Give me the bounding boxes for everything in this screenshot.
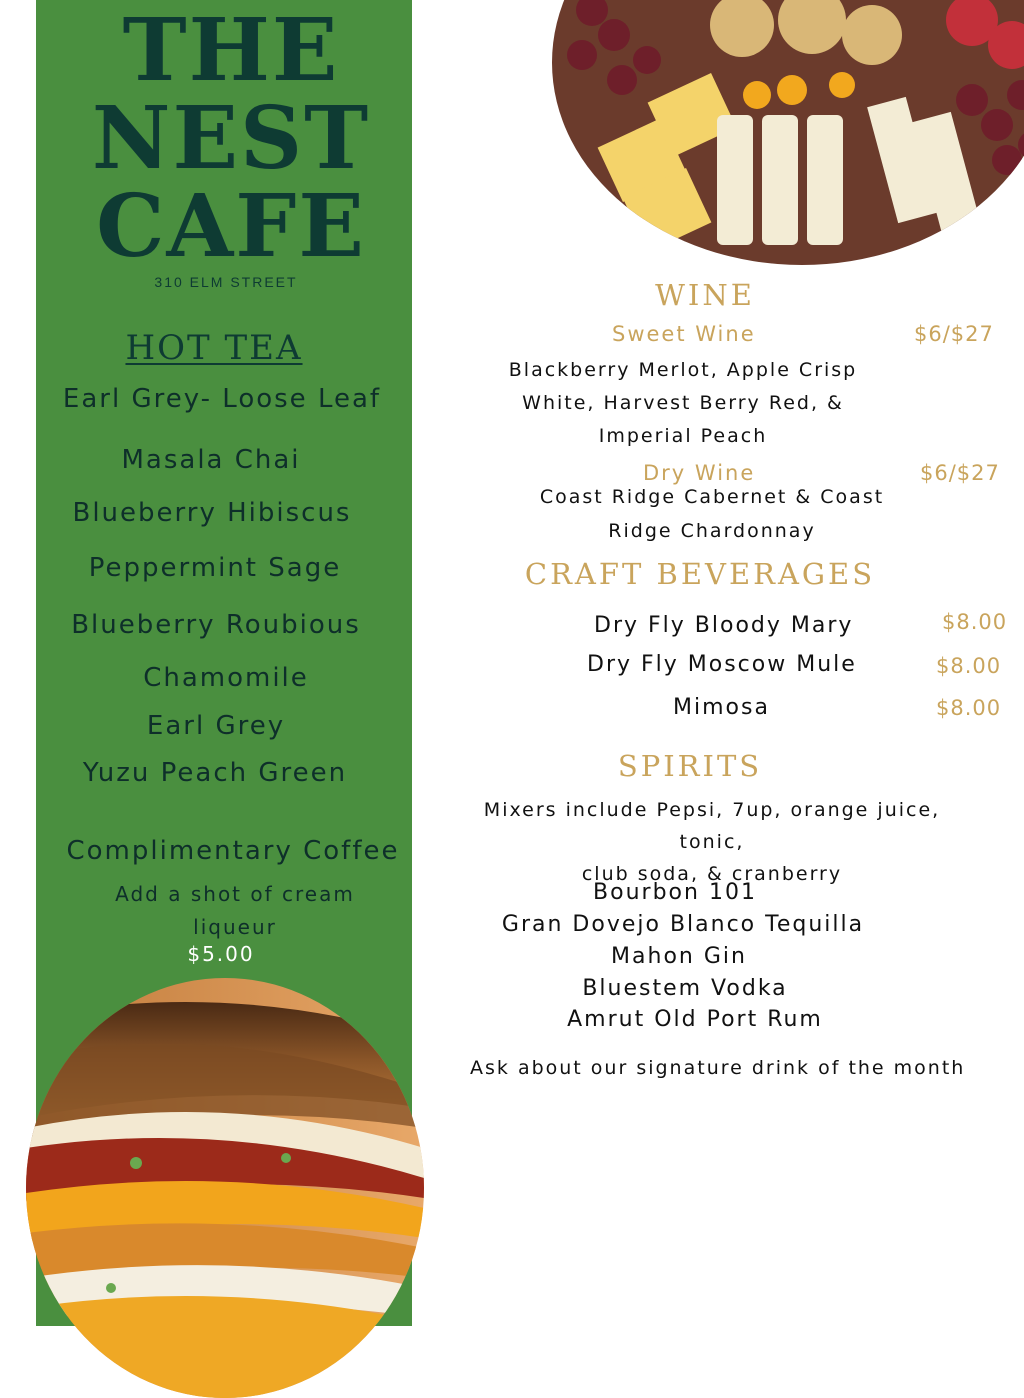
charcuterie-illustration <box>552 0 1024 265</box>
craft-beverages-heading: CRAFT BEVERAGES <box>524 557 876 591</box>
wine-heading: WINE <box>655 278 755 312</box>
craft-item-price: $8.00 <box>936 654 1002 678</box>
craft-item-name: Mimosa <box>673 695 770 720</box>
cafe-address: 310 ELM STREET <box>154 274 298 290</box>
craft-item-price: $8.00 <box>936 696 1002 720</box>
coffee-title: Complimentary Coffee <box>66 836 400 866</box>
grilled-cheese-photo <box>26 978 424 1398</box>
spirit-item: Bourbon 101 <box>593 880 757 905</box>
craft-item-price: $8.00 <box>942 610 1008 634</box>
tea-item: Earl Grey <box>146 711 286 741</box>
spirit-item: Mahon Gin <box>611 944 747 969</box>
signature-drink-note: Ask about our signature drink of the month <box>470 1057 966 1079</box>
craft-item-name: Dry Fly Bloody Mary <box>594 613 854 638</box>
spirit-item: Gran Dovejo Blanco Tequilla <box>501 912 865 937</box>
mixers-note: Mixers include Pepsi, 7up, orange juice, tonic, club soda, & cranberry <box>483 799 941 885</box>
tea-item: Earl Grey- Loose Leaf <box>62 384 382 414</box>
cafe-title-line-1: THE <box>122 0 340 101</box>
grilled-cheese-illustration <box>26 978 424 1398</box>
tea-item: Blueberry Roubious <box>71 610 361 640</box>
cafe-title-line-2: NEST <box>91 88 371 189</box>
sweet-wine-title: Sweet Wine <box>612 322 756 346</box>
charcuterie-board-photo <box>552 0 1024 265</box>
spirits-heading: SPIRITS <box>617 749 763 783</box>
tea-item: Masala Chai <box>121 445 301 475</box>
craft-item-name: Dry Fly Moscow Mule <box>587 652 857 677</box>
coffee-description: Add a shot of cream liqueur <box>115 882 355 939</box>
spirit-item: Amrut Old Port Rum <box>567 1007 823 1032</box>
tea-item: Yuzu Peach Green <box>82 758 348 788</box>
coffee-price: $5.00 <box>187 942 255 966</box>
tea-item: Chamomile <box>143 663 309 693</box>
hot-tea-heading: HOT TEA <box>125 328 303 368</box>
dry-wine-description: Coast Ridge Cabernet & Coast Ridge Chardonnay <box>539 486 885 542</box>
sweet-wine-price: $6/$27 <box>914 322 994 346</box>
cafe-title-line-3: CAFE <box>96 176 366 277</box>
dry-wine-price: $6/$27 <box>920 461 1000 485</box>
tea-item: Peppermint Sage <box>88 553 342 583</box>
dry-wine-title: Dry Wine <box>643 461 756 485</box>
sweet-wine-description: Blackberry Merlot, Apple Crisp White, Harvest Berry Red, & Imperial Peach <box>508 359 858 447</box>
tea-item: Blueberry Hibiscus <box>72 498 352 528</box>
spirit-item: Bluestem Vodka <box>582 976 788 1001</box>
